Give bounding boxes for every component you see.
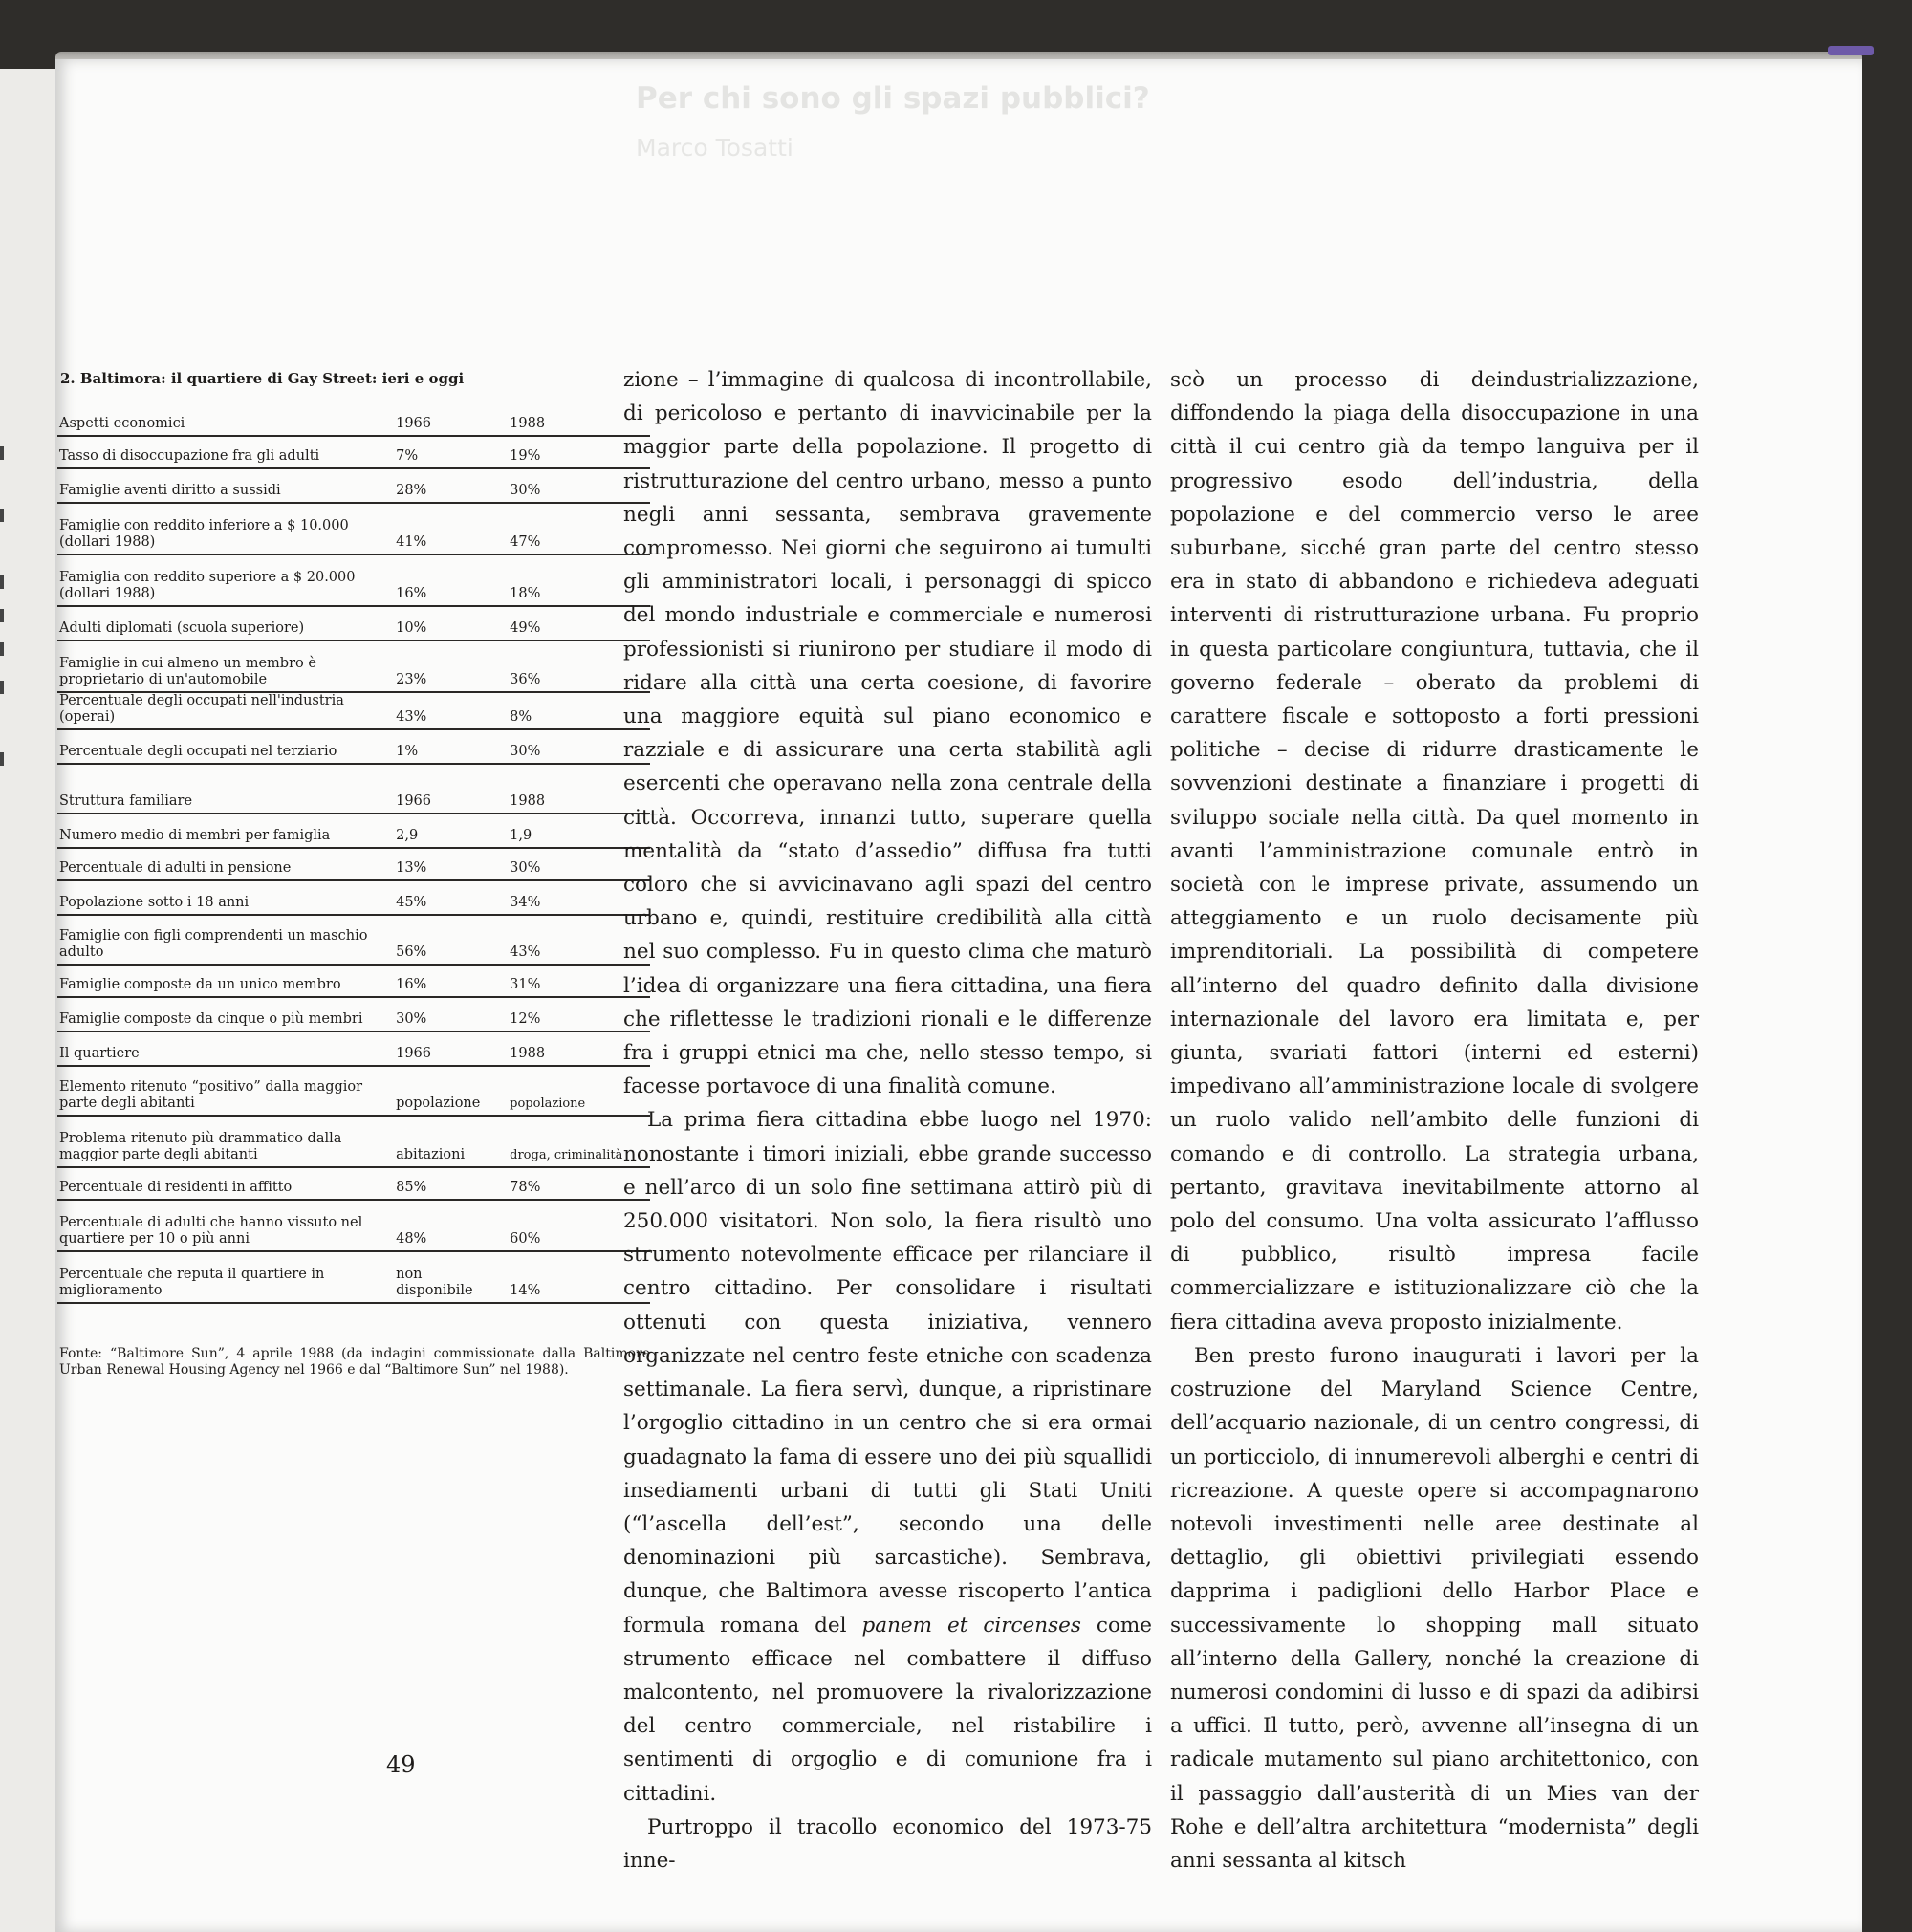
row-label: Famiglie composte da cinque o più membri (57, 997, 390, 1031)
value-1966: 85% (390, 1167, 500, 1200)
margin-mark (0, 509, 4, 522)
table-row (57, 915, 650, 965)
value-1966: 7% (390, 436, 500, 468)
table-row (57, 1251, 650, 1303)
latin-phrase: panem et circenses (861, 1613, 1081, 1638)
table-row (57, 503, 650, 554)
value-1988: 78% (500, 1167, 650, 1200)
margin-mark (0, 575, 4, 589)
table-row (57, 965, 650, 997)
page-number: 49 (386, 1751, 416, 1778)
value-1988: 1988 (500, 1031, 650, 1066)
value-1988: 8% (500, 692, 650, 729)
value-1988: 60% (500, 1200, 650, 1251)
value-1966: popolazione (390, 1066, 500, 1116)
margin-mark (0, 752, 4, 766)
paragraph-text: come strumento efficace nel combattere il diffuso malcontento, nel promuovere la rivalorizzazione del centro commerciale, nel ristabilire i sentimenti di orgoglio e di comunione fra i cittadini. (623, 1613, 1153, 1806)
table-row (57, 436, 650, 468)
value-1988: 43% (500, 915, 650, 965)
row-label: Adulti diplomati (scuola superiore) (57, 606, 390, 640)
value-1988: popolazione (500, 1066, 650, 1116)
row-label: Percentuale degli occupati nell'industria (operai) (57, 692, 390, 729)
paragraph: Purtroppo il tracollo economico del 1973-75 inne- (623, 1814, 1152, 1873)
paragraph (623, 1103, 1152, 1810)
value-1988: droga, criminalità (500, 1116, 650, 1167)
value-1966: 48% (390, 1200, 500, 1251)
value-1966: non disponibile (390, 1251, 500, 1303)
value-1966: 16% (390, 965, 500, 997)
show-through-subtitle: Marco Tosatti (636, 134, 793, 162)
statistics-table (57, 402, 650, 1304)
value-1966: 1% (390, 729, 500, 764)
value-1966: 30% (390, 997, 500, 1031)
table-row (57, 848, 650, 880)
row-label: Tasso di disoccupazione fra gli adulti (57, 436, 390, 468)
value-1988: 31% (500, 965, 650, 997)
margin-mark (0, 609, 4, 622)
value-1988: 36% (500, 640, 650, 692)
value-1966: 43% (390, 692, 500, 729)
left-page-edge (0, 69, 55, 1932)
value-1988: 30% (500, 848, 650, 880)
value-1966: 1966 (390, 1031, 500, 1066)
value-1966: abitazioni (390, 1116, 500, 1167)
table-row (57, 402, 650, 436)
table-row (57, 1200, 650, 1251)
value-1966: 13% (390, 848, 500, 880)
margin-mark (0, 681, 4, 694)
paragraph: scò un processo di deindustrializzazione, diffondendo la piaga della disoccupazione in una città il cui centro già da tempo languiva per il progressivo esodo dell’industria, della popolazione e del commercio verso le aree suburbane, sicché gran parte del centro stesso era in stato di abbandono e richiedeva adeguati interventi di ristrutturazione urbana. Fu proprio in questa particolare congiuntura, tuttavia, che il governo federale – oberato da problemi di carattere fiscale e sottoposto a forti pressioni politiche – decise di ridurre drasticamente le sovvenzioni destinate a finanziare i progetti di sviluppo sociale nella città. Da quel momento in avanti l’amministrazione comunale entrò in società con le imprese private, assumendo un atteggiamento e un ruolo decisamente più imprenditoriali. La possibilità di competere all’interno del quadro definito dalla divisione internazionale del lavoro era limitata e, per giunta, svariati fattori (interni ed esterni) impedivano all’amministrazione locale di svolgere un ruolo valido nell’ambito delle funzioni di comando e di controllo. La strategia urbana, pertanto, gravitava inevitabilmente attorno al polo del consumo. Una volta assicurato l’afflusso di pubblico, risultò impresa facile commercializzare e istituzionalizzare ciò che la fiera cittadina aveva proposto inizialmente. (1170, 368, 1699, 1335)
value-1988: 1988 (500, 402, 650, 436)
value-1966: 45% (390, 880, 500, 915)
table-source-note: Fonte: “Baltimore Sun”, 4 aprile 1988 (da indagini commissionate dalla Baltimore Urban Renewal Housing Agency nel 1966 e dal “Baltimore Sun” nel 1988). (59, 1346, 650, 1378)
paragraph-text: La prima fiera cittadina ebbe luogo nel 1970: nonostante i timori iniziali, ebbe grande successo e nell’arco di un solo fine settimana attirò più di 250.000 visitatori. Non solo, la fiera risultò uno strumento notevolmente efficace per rilanciare il centro cittadino. Per consolidare i risultati ottenuti con questa iniziativa, vennero organizzate nel centro feste etniche con scadenza settimanale. La fiera servì, dunque, a ripristinare l’orgoglio cittadino in un centro che si era ormai guadagnato la fama di essere uno dei più squallidi insediamenti urbani di tutti gli Stati Uniti (“l’ascella dell’est”, secondo una delle denominazioni più sarcastiche). Sembrava, dunque, che Baltimora avesse riscoperto l’antica formula romana del (623, 1108, 1152, 1638)
row-label: Percentuale che reputa il quartiere in miglioramento (57, 1251, 390, 1303)
value-1966: 56% (390, 915, 500, 965)
row-label: Percentuale di residenti in affitto (57, 1167, 390, 1200)
value-1988: 47% (500, 503, 650, 554)
row-label: Popolazione sotto i 18 anni (57, 880, 390, 915)
value-1988: 19% (500, 436, 650, 468)
value-1966: 10% (390, 606, 500, 640)
margin-mark (0, 642, 4, 656)
row-label: Struttura familiare (57, 764, 390, 814)
table-row (57, 1167, 650, 1200)
row-label: Percentuale degli occupati nel terziario (57, 729, 390, 764)
value-1988: 14% (500, 1251, 650, 1303)
value-1966: 2,9 (390, 814, 500, 848)
value-1988: 1,9 (500, 814, 650, 848)
show-through-title: Per chi sono gli spazi pubblici? (636, 81, 1150, 116)
value-1988: 1988 (500, 764, 650, 814)
row-label: Famiglia con reddito superiore a $ 20.000 (dollari 1988) (57, 554, 390, 606)
row-label: Famiglie aventi diritto a sussidi (57, 468, 390, 503)
table-row (57, 640, 650, 692)
cover-edge (1828, 46, 1874, 55)
value-1966: 28% (390, 468, 500, 503)
table-row (57, 764, 650, 814)
row-label: Aspetti economici (57, 402, 390, 436)
value-1988: 18% (500, 554, 650, 606)
paragraph: Ben presto furono inaugurati i lavori per la costruzione del Maryland Science Centre, dell’acquario nazionale, di un centro congressi, di un porticciolo, di innumerevoli alberghi e centri di ricreazione. A queste opere si accompagnarono notevoli investimenti nelle aree destinate al dettaglio, gli obiettivi privilegiati essendo dapprima i padiglioni dello Harbor Place e successivamente lo shopping mall situato all’interno della Gallery, nonché la creazione di numerosi condomini di lusso e di spazi da adibirsi a uffici. Il tutto, però, avvenne all’insegna di un radicale mutamento sul piano architettonico, con il passaggio dall’austerità di un Mies van der Rohe e dell’altra architettura “modernista” degli anni sessanta al kitsch (1170, 1343, 1699, 1873)
row-label: Percentuale di adulti in pensione (57, 848, 390, 880)
row-label: Il quartiere (57, 1031, 390, 1066)
table-row (57, 692, 650, 729)
value-1988: 49% (500, 606, 650, 640)
value-1988: 12% (500, 997, 650, 1031)
row-label: Percentuale di adulti che hanno vissuto nel quartiere per 10 o più anni (57, 1200, 390, 1251)
row-label: Problema ritenuto più drammatico dalla maggior parte degli abitanti (57, 1116, 390, 1167)
table-row (57, 1116, 650, 1167)
table-row (57, 468, 650, 503)
value-1988: 30% (500, 468, 650, 503)
row-label: Famiglie con figli comprendenti un maschio adulto (57, 915, 390, 965)
value-1988: 34% (500, 880, 650, 915)
margin-mark (0, 446, 4, 460)
value-1966: 16% (390, 554, 500, 606)
table-row (57, 880, 650, 915)
text-column-2 (1170, 363, 1699, 1878)
table-row (57, 997, 650, 1031)
value-1988: 30% (500, 729, 650, 764)
row-label: Numero medio di membri per famiglia (57, 814, 390, 848)
row-label: Famiglie composte da un unico membro (57, 965, 390, 997)
value-1966: 1966 (390, 764, 500, 814)
row-label: Elemento ritenuto “positivo” dalla maggior parte degli abitanti (57, 1066, 390, 1116)
row-label: Famiglie con reddito inferiore a $ 10.000 (dollari 1988) (57, 503, 390, 554)
table-row (57, 729, 650, 764)
value-1966: 1966 (390, 402, 500, 436)
row-label: Famiglie in cui almeno un membro è proprietario di un'automobile (57, 640, 390, 692)
table-row (57, 814, 650, 848)
table-caption: 2. Baltimora: il quartiere di Gay Street: ieri e oggi (60, 370, 465, 387)
value-1966: 41% (390, 503, 500, 554)
table-row (57, 1031, 650, 1066)
table-row (57, 1066, 650, 1116)
text-column-1 (623, 363, 1152, 1878)
value-1966: 23% (390, 640, 500, 692)
table-row (57, 554, 650, 606)
paragraph: zione – l’immagine di qualcosa di incontrollabile, di pericoloso e pertanto di inavvicinabile per la maggior parte della popolazione. Il progetto di ristrutturazione del centro urbano, messo a punto negli anni sessanta, sembrava gravemente compromesso. Nei giorni che seguirono ai tumulti gli amministratori locali, i personaggi di spicco del mondo industriale e commerciale e numerosi professionisti si riunirono per studiare il modo di ridare alla città una certa coesione, di favorire una maggiore equità sul piano economico e razziale e di assicurare una certa stabilità agli esercenti che operavano nella zona centrale della città. Occorreva, innanzi tutto, superare quella mentalità da “stato d’assedio” diffusa fra tutti coloro che si avvicinavano agli spazi del centro urbano e, quindi, restituire credibilità alla città nel suo complesso. Fu in questo clima che maturò l’idea di organizzare una fiera cittadina, una fiera che riflettesse le tradizioni rionali e le differenze fra i gruppi etnici ma che, nello stesso tempo, si facesse portavoce di una finalità comune. (623, 368, 1152, 1099)
table-row (57, 606, 650, 640)
